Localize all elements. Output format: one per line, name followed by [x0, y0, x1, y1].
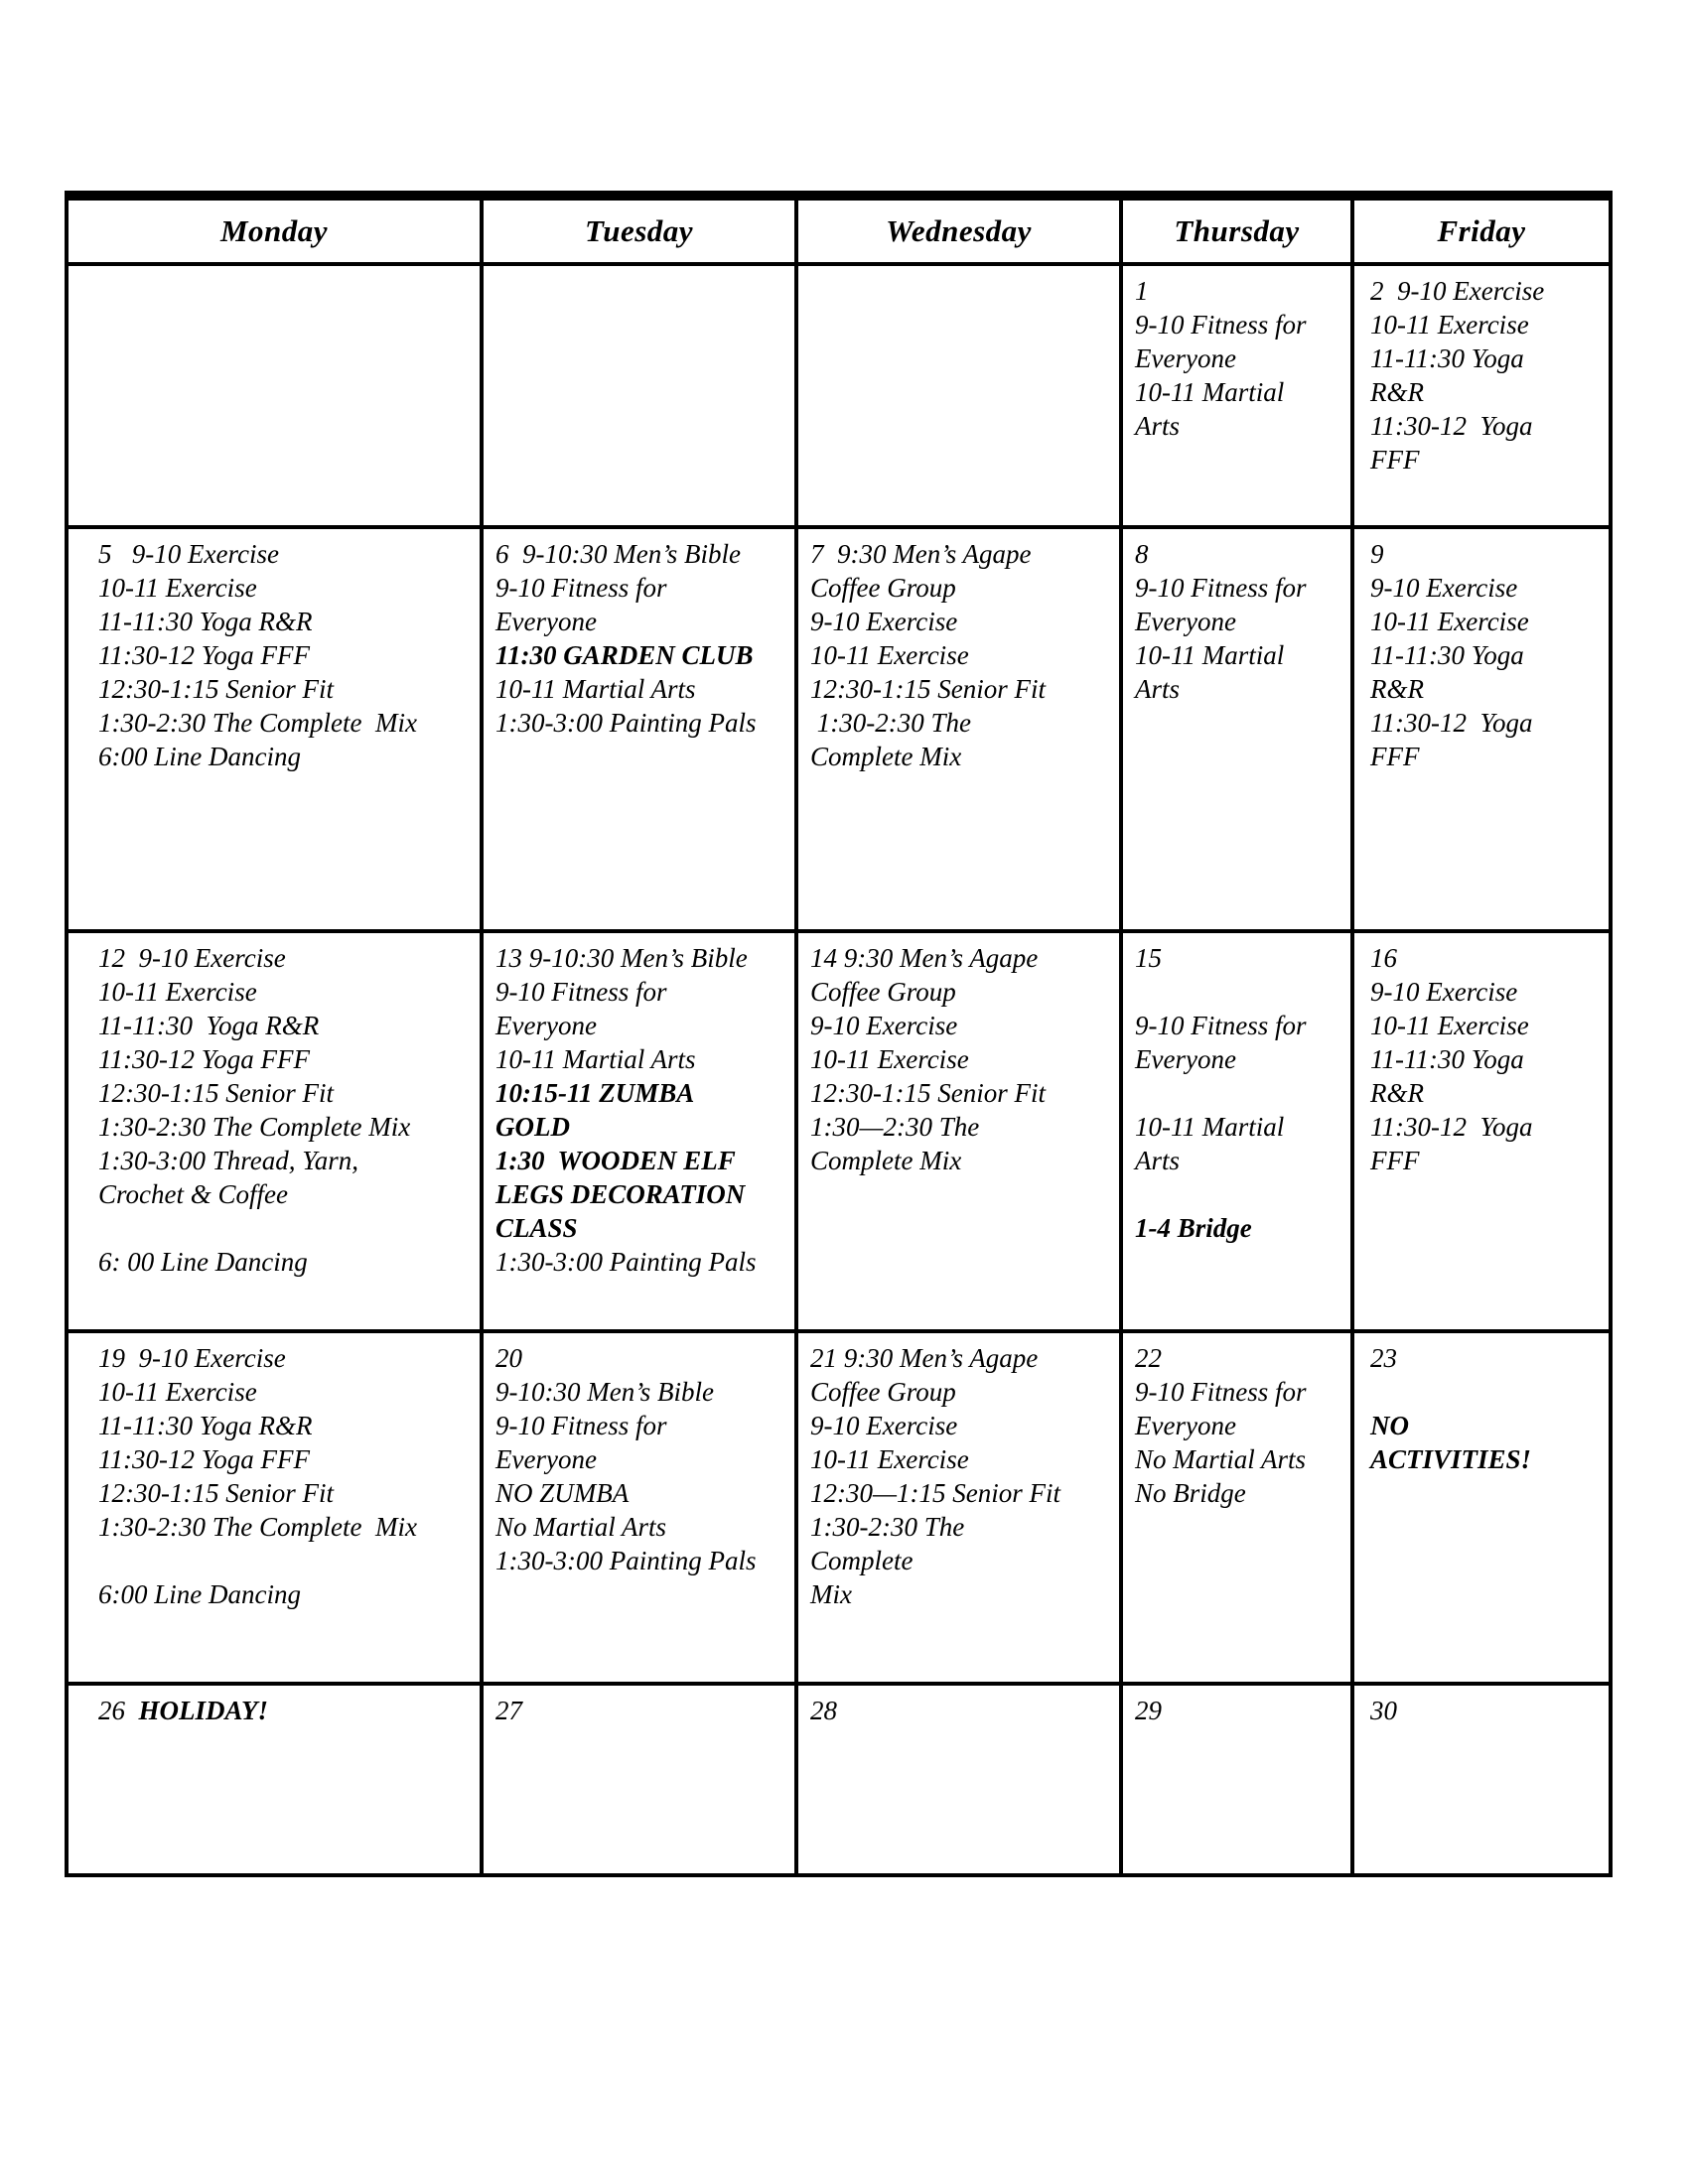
- schedule-text: 11:30-12 Yoga FFF: [98, 1444, 310, 1474]
- schedule-line: [495, 706, 790, 740]
- schedule-line: [98, 1245, 476, 1279]
- schedule-text: 1: [1135, 276, 1149, 306]
- schedule-text: FFF: [1370, 1146, 1420, 1175]
- schedule-line: [1370, 1076, 1605, 1110]
- schedule-line: [1370, 308, 1605, 341]
- schedule-line: [98, 1375, 476, 1409]
- schedule-text: 5 9-10 Exercise: [98, 539, 279, 569]
- schedule-line: [1135, 571, 1346, 605]
- schedule-text: 11:30-12 Yoga FFF: [98, 1044, 310, 1074]
- schedule-text: 9-10 Exercise: [1370, 573, 1518, 603]
- schedule-line: [98, 1510, 476, 1544]
- schedule-line: [98, 1177, 476, 1211]
- schedule-line: [98, 1341, 476, 1375]
- schedule-line: [810, 1110, 1115, 1144]
- schedule-line: [98, 740, 476, 773]
- schedule-text: 9: [1370, 539, 1384, 569]
- schedule-line: [810, 706, 1115, 740]
- schedule-line: [98, 638, 476, 672]
- schedule-line: [98, 1076, 476, 1110]
- schedule-text: NO ZUMBA: [495, 1478, 630, 1508]
- schedule-line: [810, 975, 1115, 1009]
- schedule-line: [810, 740, 1115, 773]
- cell-monday-week1: [67, 264, 482, 527]
- schedule-line: [98, 1476, 476, 1510]
- schedule-text: 12:30-1:15 Senior Fit: [98, 1478, 334, 1508]
- week-row-1: [67, 264, 1611, 527]
- schedule-text: Arts: [1135, 411, 1181, 441]
- schedule-line: [98, 1144, 476, 1177]
- schedule-text: 10-11 Exercise: [98, 977, 257, 1007]
- schedule-line: [98, 1544, 476, 1577]
- schedule-text-bold: NO: [1370, 1411, 1409, 1440]
- schedule-line: [1135, 274, 1346, 308]
- schedule-line: [495, 672, 790, 706]
- schedule-text: 10-11 Exercise: [98, 573, 257, 603]
- schedule-text: 10-11 Martial Arts: [495, 674, 696, 704]
- schedule-line: [1370, 740, 1605, 773]
- schedule-line: [1135, 1076, 1346, 1110]
- schedule-line: [98, 941, 476, 975]
- cell-thursday-week4: [1121, 1331, 1352, 1684]
- schedule-text: 10-11 Martial: [1135, 640, 1285, 670]
- schedule-text: 11:30-12 Yoga: [1370, 1112, 1533, 1142]
- schedule-line: [495, 1694, 790, 1727]
- schedule-text: 11:30-12 Yoga FFF: [98, 640, 310, 670]
- schedule-line: [495, 1245, 790, 1279]
- schedule-line: [1370, 274, 1605, 308]
- schedule-text: Mix: [810, 1579, 852, 1609]
- schedule-text: 10-11 Martial: [1135, 1112, 1285, 1142]
- schedule-text: R&R: [1370, 674, 1424, 704]
- schedule-text: 10-11 Martial: [1135, 377, 1285, 407]
- schedule-line: [1135, 1110, 1346, 1144]
- cell-friday-week1: [1352, 264, 1611, 527]
- schedule-text: 16: [1370, 943, 1397, 973]
- schedule-line: [810, 537, 1115, 571]
- cell-monday-week3: [67, 931, 482, 1331]
- schedule-line: [1135, 1476, 1346, 1510]
- schedule-line: [1135, 1042, 1346, 1076]
- schedule-line: [1135, 375, 1346, 409]
- schedule-line: [1370, 409, 1605, 443]
- schedule-text: 10-11 Exercise: [810, 1044, 969, 1074]
- schedule-text-bold: HOLIDAY!: [138, 1696, 269, 1725]
- schedule-line: [1135, 409, 1346, 443]
- schedule-text: Everyone: [1135, 343, 1236, 373]
- schedule-line: [495, 638, 790, 672]
- cell-tuesday-week1: [482, 264, 796, 527]
- schedule-line: [495, 1211, 790, 1245]
- week-row-5: [67, 1684, 1611, 1875]
- schedule-text: 9-10 Fitness for: [1135, 573, 1307, 603]
- cell-monday-week4: [67, 1331, 482, 1684]
- schedule-line: [98, 1409, 476, 1442]
- schedule-line: [1370, 941, 1605, 975]
- schedule-text: 9-10 Exercise: [810, 607, 958, 636]
- schedule-text: 10-11 Exercise: [810, 1444, 969, 1474]
- schedule-line: [1135, 975, 1346, 1009]
- schedule-line: [1370, 1009, 1605, 1042]
- cell-monday-week2: [67, 527, 482, 931]
- schedule-text: 10-11 Exercise: [1370, 310, 1529, 340]
- cell-friday-week5: [1352, 1684, 1611, 1875]
- schedule-line: [1135, 537, 1346, 571]
- schedule-text: Complete: [810, 1546, 914, 1575]
- schedule-line: [1370, 1375, 1605, 1409]
- schedule-line: [98, 1042, 476, 1076]
- schedule-line: [1370, 638, 1605, 672]
- schedule-text: 9-10 Fitness for: [495, 1411, 667, 1440]
- schedule-line: [495, 1442, 790, 1476]
- schedule-line: [98, 975, 476, 1009]
- schedule-text: Arts: [1135, 674, 1181, 704]
- schedule-line: [1135, 1341, 1346, 1375]
- schedule-line: [98, 571, 476, 605]
- schedule-text: 9-10 Exercise: [810, 1411, 958, 1440]
- schedule-text: Coffee Group: [810, 1377, 956, 1407]
- schedule-text: 6:00 Line Dancing: [98, 1579, 301, 1609]
- header-row: [67, 196, 1611, 264]
- schedule-text: 20: [495, 1343, 522, 1373]
- schedule-line: [1370, 571, 1605, 605]
- schedule-line: [1370, 605, 1605, 638]
- schedule-text: 10-11 Martial Arts: [495, 1044, 696, 1074]
- cell-friday-week4: [1352, 1331, 1611, 1684]
- schedule-text: 2 9-10 Exercise: [1370, 276, 1545, 306]
- schedule-text: Everyone: [495, 1444, 597, 1474]
- schedule-text: 1:30-2:30 The: [810, 708, 971, 738]
- schedule-line: [1370, 1694, 1605, 1727]
- schedule-text: No Bridge: [1135, 1478, 1246, 1508]
- week-row-4: [67, 1331, 1611, 1684]
- schedule-text-bold: 1-4 Bridge: [1135, 1213, 1252, 1243]
- schedule-text: 9-10 Fitness for: [1135, 310, 1307, 340]
- schedule-line: [98, 1694, 476, 1727]
- schedule-text: 10-11 Exercise: [810, 640, 969, 670]
- schedule-line: [98, 706, 476, 740]
- schedule-line: [810, 1009, 1115, 1042]
- schedule-line: [1370, 1442, 1605, 1476]
- schedule-text: 6 9-10:30 Men’s Bible: [495, 539, 741, 569]
- schedule-text-bold: ACTIVITIES!: [1370, 1444, 1532, 1474]
- schedule-text: 1:30-3:00 Painting Pals: [495, 1247, 757, 1277]
- schedule-line: [495, 1476, 790, 1510]
- schedule-text: 11:30-12 Yoga: [1370, 708, 1533, 738]
- schedule-line: [495, 1076, 790, 1110]
- schedule-line: [1135, 1009, 1346, 1042]
- schedule-line: [810, 1476, 1115, 1510]
- schedule-line: [1135, 1144, 1346, 1177]
- schedule-line: [1370, 341, 1605, 375]
- schedule-line: [810, 941, 1115, 975]
- schedule-text: 11-11:30 Yoga: [1370, 343, 1524, 373]
- schedule-line: [810, 605, 1115, 638]
- cell-wednesday-week2: [796, 527, 1121, 931]
- schedule-text: 11-11:30 Yoga R&R: [98, 607, 313, 636]
- schedule-text: 10-11 Exercise: [1370, 1011, 1529, 1040]
- schedule-line: [810, 1341, 1115, 1375]
- schedule-text: 6:00 Line Dancing: [98, 742, 301, 771]
- schedule-text: 12:30-1:15 Senior Fit: [810, 674, 1046, 704]
- schedule-text-bold: GOLD: [495, 1112, 570, 1142]
- week-row-2: [67, 527, 1611, 931]
- schedule-text: Everyone: [1135, 1044, 1236, 1074]
- schedule-text: 27: [495, 1696, 522, 1725]
- schedule-line: [1370, 975, 1605, 1009]
- schedule-text: 30: [1370, 1696, 1397, 1725]
- calendar-table: [65, 191, 1613, 1877]
- schedule-text: 9-10 Fitness for: [495, 977, 667, 1007]
- schedule-text: Crochet & Coffee: [98, 1179, 288, 1209]
- schedule-text: 1:30-3:00 Painting Pals: [495, 1546, 757, 1575]
- schedule-text: Coffee Group: [810, 573, 956, 603]
- schedule-text: No Martial Arts: [495, 1512, 667, 1542]
- schedule-line: [495, 571, 790, 605]
- schedule-text: 14 9:30 Men’s Agape: [810, 943, 1039, 973]
- schedule-line: [1135, 638, 1346, 672]
- schedule-text: 10-11 Exercise: [1370, 607, 1529, 636]
- schedule-text: Complete Mix: [810, 1146, 962, 1175]
- schedule-text: Everyone: [1135, 1411, 1236, 1440]
- schedule-line: [810, 1144, 1115, 1177]
- cell-tuesday-week2: [482, 527, 796, 931]
- schedule-line: [1370, 672, 1605, 706]
- schedule-text: No Martial Arts: [1135, 1444, 1307, 1474]
- schedule-text: 1:30-3:00 Thread, Yarn,: [98, 1146, 359, 1175]
- cell-wednesday-week5: [796, 1684, 1121, 1875]
- schedule-text: Everyone: [495, 607, 597, 636]
- schedule-text: 1:30-3:00 Painting Pals: [495, 708, 757, 738]
- schedule-line: [495, 975, 790, 1009]
- schedule-text: 12 9-10 Exercise: [98, 943, 286, 973]
- schedule-line: [1135, 1442, 1346, 1476]
- calendar-body: [67, 264, 1611, 1875]
- schedule-line: [98, 1110, 476, 1144]
- schedule-line: [1135, 1409, 1346, 1442]
- schedule-line: [495, 605, 790, 638]
- schedule-line: [1370, 443, 1605, 477]
- schedule-text-bold: 10:15-11 ZUMBA: [495, 1078, 695, 1108]
- schedule-line: [1370, 375, 1605, 409]
- cell-monday-week5: [67, 1684, 482, 1875]
- schedule-text-bold: LEGS DECORATION: [495, 1179, 746, 1209]
- schedule-text: 19 9-10 Exercise: [98, 1343, 286, 1373]
- schedule-text: 11-11:30 Yoga R&R: [98, 1011, 320, 1040]
- schedule-text: 7 9:30 Men’s Agape: [810, 539, 1032, 569]
- schedule-line: [495, 1409, 790, 1442]
- cell-thursday-week3: [1121, 931, 1352, 1331]
- day-header-tuesday: Tuesday: [482, 196, 796, 264]
- schedule-line: [98, 605, 476, 638]
- schedule-line: [495, 1144, 790, 1177]
- schedule-text: R&R: [1370, 1078, 1424, 1108]
- day-header-wednesday: Wednesday: [796, 196, 1121, 264]
- schedule-line: [810, 1409, 1115, 1442]
- schedule-line: [1135, 341, 1346, 375]
- schedule-line: [810, 1442, 1115, 1476]
- schedule-line: [810, 1042, 1115, 1076]
- schedule-text: 12:30-1:15 Senior Fit: [810, 1078, 1046, 1108]
- cell-thursday-week5: [1121, 1684, 1352, 1875]
- schedule-line: [495, 1042, 790, 1076]
- schedule-line: [98, 1577, 476, 1611]
- schedule-text: 11:30-12 Yoga: [1370, 411, 1533, 441]
- cell-wednesday-week3: [796, 931, 1121, 1331]
- schedule-line: [98, 1211, 476, 1245]
- schedule-line: [98, 1442, 476, 1476]
- cell-tuesday-week3: [482, 931, 796, 1331]
- schedule-line: [1370, 1341, 1605, 1375]
- schedule-text: 1:30-2:30 The Complete Mix: [98, 708, 417, 738]
- schedule-line: [98, 672, 476, 706]
- schedule-line: [810, 1544, 1115, 1577]
- schedule-line: [1135, 1177, 1346, 1211]
- schedule-text: 9-10 Exercise: [1370, 977, 1518, 1007]
- schedule-line: [810, 1375, 1115, 1409]
- schedule-text: 12:30-1:15 Senior Fit: [98, 1078, 334, 1108]
- cell-thursday-week1: [1121, 264, 1352, 527]
- schedule-text: Arts: [1135, 1146, 1181, 1175]
- schedule-text: Everyone: [495, 1011, 597, 1040]
- schedule-line: [810, 1694, 1115, 1727]
- schedule-text: Complete Mix: [810, 742, 962, 771]
- cell-wednesday-week1: [796, 264, 1121, 527]
- schedule-text: 12:30—1:15 Senior Fit: [810, 1478, 1060, 1508]
- schedule-line: [810, 1510, 1115, 1544]
- schedule-line: [98, 537, 476, 571]
- schedule-text-bold: CLASS: [495, 1213, 578, 1243]
- schedule-text: 12:30-1:15 Senior Fit: [98, 674, 334, 704]
- schedule-text: 11-11:30 Yoga: [1370, 640, 1524, 670]
- schedule-text: FFF: [1370, 742, 1420, 771]
- schedule-line: [1370, 1110, 1605, 1144]
- schedule-text: Everyone: [1135, 607, 1236, 636]
- schedule-text: 28: [810, 1696, 837, 1725]
- schedule-line: [1135, 672, 1346, 706]
- schedule-line: [810, 1577, 1115, 1611]
- schedule-line: [1135, 1694, 1346, 1727]
- schedule-line: [810, 571, 1115, 605]
- day-header-thursday: Thursday: [1121, 196, 1352, 264]
- schedule-text: 1:30-2:30 The Complete Mix: [98, 1112, 411, 1142]
- schedule-line: [98, 1009, 476, 1042]
- schedule-line: [495, 1510, 790, 1544]
- schedule-text: 13 9-10:30 Men’s Bible: [495, 943, 748, 973]
- schedule-line: [495, 1110, 790, 1144]
- schedule-text: 8: [1135, 539, 1149, 569]
- schedule-text-bold: 1:30 WOODEN ELF: [495, 1146, 736, 1175]
- day-header-friday: Friday: [1352, 196, 1611, 264]
- schedule-line: [1135, 941, 1346, 975]
- schedule-line: [495, 1009, 790, 1042]
- cell-wednesday-week4: [796, 1331, 1121, 1684]
- schedule-text: 10-11 Exercise: [98, 1377, 257, 1407]
- schedule-text: 9-10:30 Men’s Bible: [495, 1377, 714, 1407]
- schedule-text: 1:30-2:30 The: [810, 1512, 965, 1542]
- schedule-line: [810, 1076, 1115, 1110]
- schedule-text: 9-10 Fitness for: [1135, 1011, 1307, 1040]
- cell-friday-week3: [1352, 931, 1611, 1331]
- schedule-text: 9-10 Exercise: [810, 1011, 958, 1040]
- schedule-text: 9-10 Fitness for: [495, 573, 667, 603]
- schedule-line: [495, 941, 790, 975]
- schedule-text: R&R: [1370, 377, 1424, 407]
- schedule-text: 29: [1135, 1696, 1162, 1725]
- schedule-line: [495, 1341, 790, 1375]
- schedule-text: 22: [1135, 1343, 1162, 1373]
- schedule-line: [1135, 1375, 1346, 1409]
- week-row-3: [67, 931, 1611, 1331]
- schedule-line: [495, 1177, 790, 1211]
- schedule-line: [1370, 537, 1605, 571]
- schedule-line: [1135, 605, 1346, 638]
- schedule-line: [1370, 706, 1605, 740]
- schedule-text: 11-11:30 Yoga: [1370, 1044, 1524, 1074]
- schedule-text: 6: 00 Line Dancing: [98, 1247, 308, 1277]
- schedule-line: [1370, 1409, 1605, 1442]
- cell-tuesday-week4: [482, 1331, 796, 1684]
- schedule-text: 1:30-2:30 The Complete Mix: [98, 1512, 417, 1542]
- schedule-text: 23: [1370, 1343, 1397, 1373]
- schedule-text: 11-11:30 Yoga R&R: [98, 1411, 313, 1440]
- cell-thursday-week2: [1121, 527, 1352, 931]
- schedule-line: [495, 537, 790, 571]
- schedule-text: Coffee Group: [810, 977, 956, 1007]
- schedule-line: [495, 1375, 790, 1409]
- schedule-line: [1135, 1211, 1346, 1245]
- schedule-line: [495, 1544, 790, 1577]
- schedule-text: 15: [1135, 943, 1162, 973]
- day-header-monday: Monday: [67, 196, 482, 264]
- schedule-text: 21 9:30 Men’s Agape: [810, 1343, 1039, 1373]
- schedule-text-bold: 11:30 GARDEN CLUB: [495, 640, 754, 670]
- schedule-line: [1370, 1042, 1605, 1076]
- schedule-text: 26: [98, 1696, 139, 1725]
- schedule-line: [810, 672, 1115, 706]
- schedule-line: [1135, 308, 1346, 341]
- schedule-text: 1:30—2:30 The: [810, 1112, 980, 1142]
- schedule-text: FFF: [1370, 445, 1420, 475]
- schedule-text: 9-10 Fitness for: [1135, 1377, 1307, 1407]
- cell-friday-week2: [1352, 527, 1611, 931]
- cell-tuesday-week5: [482, 1684, 796, 1875]
- schedule-line: [1370, 1144, 1605, 1177]
- schedule-line: [810, 638, 1115, 672]
